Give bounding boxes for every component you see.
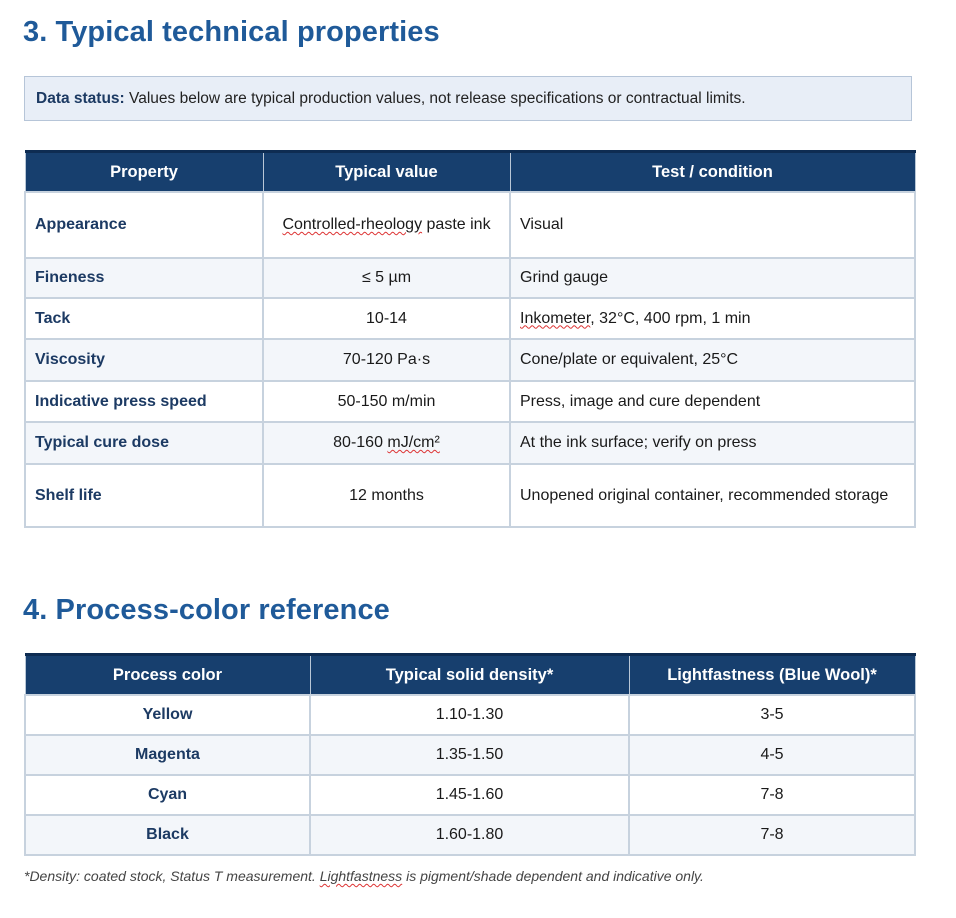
value-cell-text: mJ/cm²	[387, 434, 440, 451]
property-cell: Indicative press speed	[25, 381, 263, 422]
test-cell: Grind gauge	[510, 258, 915, 298]
process-color-table	[24, 653, 916, 856]
value-cell	[263, 192, 510, 258]
value-cell: 50-150 m/min	[263, 381, 510, 422]
color-cell: Black	[25, 815, 310, 855]
test-cell: Unopened original container, recommended storage	[510, 464, 915, 527]
table-row	[25, 464, 915, 527]
section-3-heading: 3. Typical technical properties	[23, 16, 440, 48]
table-row	[25, 192, 915, 258]
table-row	[25, 258, 915, 298]
footnote-text: Lightfastness	[319, 868, 403, 884]
color-cell: Magenta	[25, 735, 310, 775]
test-cell-text: , 32°C, 400 rpm, 1 min	[590, 309, 751, 327]
density-cell: 1.60-1.80	[310, 815, 629, 855]
table-header-row	[25, 152, 915, 193]
density-cell: 1.45-1.60	[310, 775, 629, 815]
technical-properties-table	[24, 150, 916, 528]
test-cell: Visual	[510, 192, 915, 258]
property-cell: Tack	[25, 298, 263, 339]
table-row	[25, 775, 915, 815]
color-cell: Cyan	[25, 775, 310, 815]
table-row	[25, 695, 915, 735]
test-cell	[510, 298, 915, 339]
table-row	[25, 298, 915, 339]
lightfastness-cell: 7-8	[629, 815, 915, 855]
test-cell: Press, image and cure dependent	[510, 381, 915, 422]
density-cell: 1.35-1.50	[310, 735, 629, 775]
footnote-text: is pigment/shade dependent and indicative only.	[402, 868, 704, 884]
table-row	[25, 339, 915, 381]
lightfastness-cell: 3-5	[629, 695, 915, 735]
lightfastness-cell: 7-8	[629, 775, 915, 815]
column-header: Property	[25, 152, 263, 193]
table-row	[25, 422, 915, 464]
value-cell-text: 80-160	[333, 434, 388, 451]
test-cell: At the ink surface; verify on press	[510, 422, 915, 464]
color-cell: Yellow	[25, 695, 310, 735]
value-cell: 12 months	[263, 464, 510, 527]
property-cell: Viscosity	[25, 339, 263, 381]
value-cell	[263, 422, 510, 464]
data-status-text: Values below are typical production values, not release specifications or contractual limits.	[124, 90, 746, 107]
lightfastness-cell: 4-5	[629, 735, 915, 775]
value-cell-text: Controlled-rheology	[282, 216, 423, 233]
footnote-text: *Density: coated stock, Status T measurement.	[24, 868, 320, 884]
property-cell: Typical cure dose	[25, 422, 263, 464]
column-header: Test / condition	[510, 152, 915, 193]
table-row	[25, 381, 915, 422]
value-cell: 70-120 Pa·s	[263, 339, 510, 381]
data-status-note	[24, 76, 912, 121]
property-cell: Appearance	[25, 192, 263, 258]
test-cell: Cone/plate or equivalent, 25°C	[510, 339, 915, 381]
section-4-heading: 4. Process-color reference	[23, 594, 390, 626]
property-cell: Shelf life	[25, 464, 263, 527]
column-header: Typical solid density*	[310, 655, 629, 696]
column-header: Typical value	[263, 152, 510, 193]
density-cell: 1.10-1.30	[310, 695, 629, 735]
test-cell-text: Inkometer	[520, 309, 591, 327]
value-cell: ≤ 5 µm	[263, 258, 510, 298]
data-status-label: Data status:	[36, 90, 125, 107]
column-header: Process color	[25, 655, 310, 696]
footnote	[24, 868, 704, 884]
column-header: Lightfastness (Blue Wool)*	[629, 655, 915, 696]
table-row	[25, 735, 915, 775]
property-cell: Fineness	[25, 258, 263, 298]
value-cell-text: paste ink	[422, 216, 491, 233]
value-cell: 10-14	[263, 298, 510, 339]
table-header-row	[25, 655, 915, 696]
table-row	[25, 815, 915, 855]
